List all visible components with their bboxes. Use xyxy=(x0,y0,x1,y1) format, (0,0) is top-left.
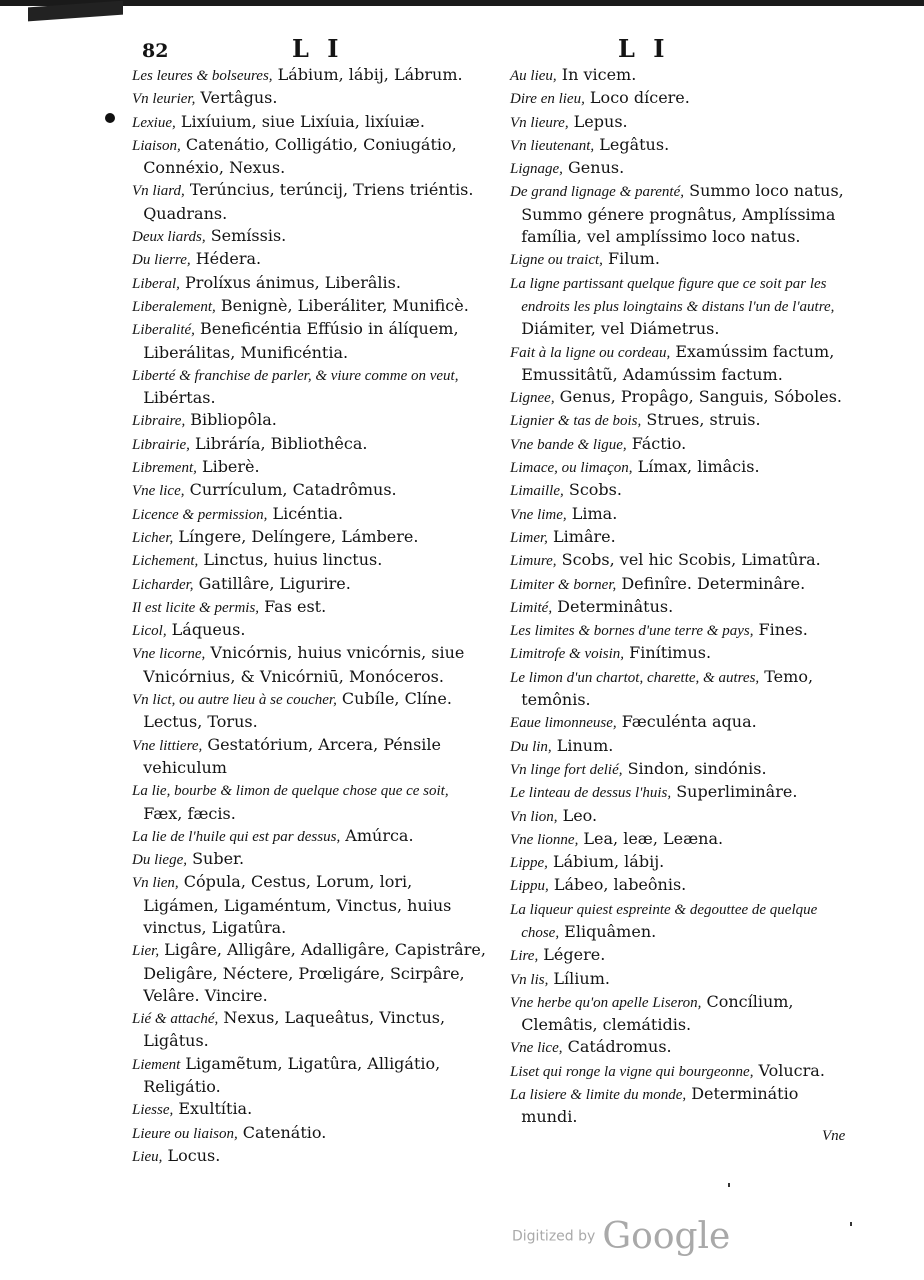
latin-translation: Fáctio. xyxy=(626,433,687,453)
french-headword: Lichement, xyxy=(132,553,199,570)
dictionary-entry xyxy=(510,1083,858,1129)
dictionary-entry xyxy=(510,735,858,758)
french-headword: Lignee, xyxy=(510,390,555,407)
dictionary-entry xyxy=(510,666,858,712)
french-headword: Limure, xyxy=(510,553,557,570)
french-headword: Licol, xyxy=(132,623,167,640)
dictionary-entry xyxy=(132,688,492,734)
page-number: 82 xyxy=(142,40,169,62)
latin-translation: Fæculénta aqua. xyxy=(616,712,757,732)
latin-translation: Finítimus. xyxy=(624,643,712,663)
dictionary-entry xyxy=(510,619,858,642)
dictionary-entry xyxy=(510,1060,858,1083)
top-rule xyxy=(0,0,924,12)
french-headword: Limitrofe & voisin, xyxy=(510,646,625,663)
french-headword: Lexiue, xyxy=(132,114,176,131)
french-headword: Vne licorne, xyxy=(132,646,206,663)
french-headword: Liberalement, xyxy=(132,298,216,315)
latin-translation: Legâtus. xyxy=(594,134,670,154)
french-headword: Limiter & borner, xyxy=(510,576,617,593)
dictionary-entry xyxy=(510,596,858,619)
french-headword: Librairie, xyxy=(132,436,190,453)
latin-translation: Prolíxus ánimus, Liberâlis. xyxy=(179,272,401,292)
french-headword: Dire en lieu, xyxy=(510,91,585,108)
french-headword: Vne bande & ligue, xyxy=(510,436,627,453)
french-headword: Liement xyxy=(132,1056,181,1073)
dictionary-entry xyxy=(510,248,858,271)
dictionary-entry xyxy=(132,225,492,248)
french-headword: Vn lion, xyxy=(510,808,558,825)
latin-translation: Cubíle, Clíne. Lectus, Torus. xyxy=(143,689,452,732)
latin-translation: Linum. xyxy=(551,735,614,755)
dictionary-entry xyxy=(132,734,492,780)
dictionary-entry xyxy=(132,573,492,596)
latin-translation: Nexus, Laqueâtus, Vinctus, Ligâtus. xyxy=(143,1008,446,1051)
latin-translation: Catádromus. xyxy=(562,1037,672,1057)
latin-translation: Libráría, Bibliothêca. xyxy=(189,433,368,453)
latin-translation: Lábeo, labeônis. xyxy=(548,875,687,895)
dictionary-entry xyxy=(510,805,858,828)
latin-translation: Superliminâre. xyxy=(671,782,798,802)
french-headword: Fait à la ligne ou cordeau, xyxy=(510,344,671,361)
dictionary-entry xyxy=(510,272,858,341)
latin-translation: Linctus, huius linctus. xyxy=(198,550,383,570)
dictionary-entry xyxy=(132,596,492,619)
catchword: Vne xyxy=(822,1128,846,1144)
french-headword: Licher, xyxy=(132,529,174,546)
latin-translation: Filum. xyxy=(602,249,660,269)
latin-translation: Diámiter, vel Diámetrus. xyxy=(521,319,720,339)
dictionary-entry xyxy=(132,526,492,549)
running-head-right: L I xyxy=(618,34,670,63)
dictionary-entry xyxy=(132,1145,492,1168)
french-headword: La lisiere & limite du monde, xyxy=(510,1087,687,1104)
latin-translation: Vnicórnis, huius vnicórnis, siue Vnicórnius, & Vnicórniū, Monóceros. xyxy=(143,643,465,686)
latin-translation: Concílium, Clemâtis, clemátidis. xyxy=(521,991,794,1035)
dictionary-entry xyxy=(510,157,858,180)
dictionary-entry xyxy=(132,619,492,642)
stray-mark xyxy=(850,1222,852,1226)
latin-translation: Libértas. xyxy=(143,388,216,408)
right-column xyxy=(510,64,858,1129)
french-headword: Limer, xyxy=(510,529,548,546)
dictionary-entry xyxy=(132,179,492,225)
latin-translation: Fæx, fæcis. xyxy=(143,803,236,823)
french-headword: Vn linge fort delié, xyxy=(510,761,623,778)
dictionary-entry xyxy=(510,851,858,874)
french-headword: Lier, xyxy=(132,943,160,960)
dictionary-entry xyxy=(132,295,492,318)
dictionary-entry xyxy=(132,848,492,871)
latin-translation: Língere, Delíngere, Lámbere. xyxy=(173,526,419,546)
latin-translation: Lábium, lábij. xyxy=(547,852,665,872)
dictionary-entry xyxy=(132,503,492,526)
dictionary-entry xyxy=(510,711,858,734)
french-headword: Liberté & franchise de parler, & viure comme on veut, xyxy=(132,367,459,384)
running-head-left: L I xyxy=(292,34,344,63)
latin-translation: Locus. xyxy=(162,1145,221,1165)
french-headword: Limité, xyxy=(510,599,553,616)
french-headword: Il est licite & permis, xyxy=(132,599,260,616)
latin-translation: Currículum, Catadrômus. xyxy=(184,480,397,500)
latin-translation: Determinátio mundi. xyxy=(521,1084,799,1127)
dictionary-entry xyxy=(510,968,858,991)
french-headword: Lire, xyxy=(510,948,539,965)
dictionary-entry xyxy=(132,1098,492,1121)
dictionary-entry xyxy=(510,944,858,967)
french-headword: Lignage, xyxy=(510,161,563,178)
dictionary-entry xyxy=(510,87,858,110)
french-headword: Lippe, xyxy=(510,855,548,872)
dictionary-entry xyxy=(132,64,492,87)
dictionary-entry xyxy=(510,898,858,945)
latin-translation: Exultítia. xyxy=(173,1099,253,1119)
dictionary-entry xyxy=(132,779,492,825)
dictionary-entry xyxy=(510,456,858,479)
dictionary-entry xyxy=(510,642,858,665)
latin-translation: Beneficéntia Effúsio in álíquem, Liberálitas, Munificéntia. xyxy=(143,319,459,362)
dictionary-entry xyxy=(132,825,492,848)
dictionary-entry xyxy=(510,111,858,134)
dictionary-entry xyxy=(132,456,492,479)
dictionary-entry xyxy=(132,1007,492,1053)
french-headword: Du liege, xyxy=(132,852,187,869)
latin-translation: Leo. xyxy=(557,805,598,825)
latin-translation: Loco dícere. xyxy=(584,88,690,108)
dictionary-entry xyxy=(510,433,858,456)
latin-translation: Scobs, vel hic Scobis, Limatûra. xyxy=(556,550,821,570)
french-headword: Vn lien, xyxy=(132,875,179,892)
stray-mark xyxy=(728,1183,730,1187)
french-headword: Liesse, xyxy=(132,1102,174,1119)
latin-translation: Volucra. xyxy=(753,1060,825,1080)
french-headword: Ligne ou traict, xyxy=(510,252,603,269)
dictionary-entry xyxy=(132,549,492,572)
french-headword: La lie de l'huile qui est par dessus, xyxy=(132,828,341,845)
latin-translation: Definîre. Determinâre. xyxy=(616,573,806,593)
french-headword: Vn leurier, xyxy=(132,91,196,108)
dictionary-entry xyxy=(510,341,858,387)
dictionary-entry xyxy=(510,1036,858,1059)
latin-translation: Lixíuium, siue Lixíuia, lixíuiæ. xyxy=(175,111,425,131)
french-headword: Deux liards, xyxy=(132,229,206,246)
dictionary-entry xyxy=(510,64,858,87)
french-headword: Librement, xyxy=(132,460,197,477)
latin-translation: Hédera. xyxy=(190,249,262,269)
french-headword: Limaille, xyxy=(510,483,564,500)
french-headword: Vne lime, xyxy=(510,506,567,523)
dictionary-entry xyxy=(132,871,492,939)
french-headword: La liqueur quiest espreinte & degouttee de quelque chose, xyxy=(510,901,818,941)
dictionary-entry xyxy=(132,433,492,456)
latin-translation: Strues, struis. xyxy=(641,410,761,430)
latin-translation: Lábium, lábij, Lábrum. xyxy=(272,65,463,84)
latin-translation: Lepus. xyxy=(568,111,628,131)
french-headword: Les limites & bornes d'une terre & pays, xyxy=(510,623,754,640)
french-headword: Lippu, xyxy=(510,878,549,895)
dictionary-entry xyxy=(510,503,858,526)
latin-translation: Légere. xyxy=(538,945,606,965)
dictionary-entry xyxy=(132,642,492,688)
dictionary-entry xyxy=(510,134,858,157)
dictionary-entry xyxy=(510,758,858,781)
left-column xyxy=(132,64,492,1168)
latin-translation: Ligâre, Alligâre, Adalligâre, Capistrâre, Deligâre, Néctere, Prœligáre, Scirpâre, Velâre. Vincire. xyxy=(143,940,486,1005)
latin-translation: Sindon, sindónis. xyxy=(622,758,767,778)
dictionary-entry xyxy=(132,409,492,432)
latin-translation: Temo, temônis. xyxy=(521,666,814,710)
french-headword: Lieure ou liaison, xyxy=(132,1125,238,1142)
dictionary-entry xyxy=(510,549,858,572)
latin-translation: Límax, limâcis. xyxy=(632,457,760,477)
watermark-label: Digitized by xyxy=(512,1228,596,1245)
margin-dot xyxy=(105,113,115,123)
latin-translation: Láqueus. xyxy=(166,620,246,640)
dictionary-entry xyxy=(132,479,492,502)
dictionary-entry xyxy=(510,874,858,897)
dictionary-entry xyxy=(510,409,858,432)
latin-translation: Catenátio. xyxy=(237,1122,327,1142)
french-headword: Vne littiere, xyxy=(132,737,203,754)
french-headword: La ligne partissant quelque figure que ce soit par les endroits les plus loingtains & distans l'un de l'autre, xyxy=(510,275,835,315)
french-headword: Vn liard, xyxy=(132,183,185,200)
dictionary-entry xyxy=(132,111,492,134)
french-headword: Limace, ou limaçon, xyxy=(510,460,633,477)
french-headword: Vne lice, xyxy=(132,483,185,500)
french-headword: De grand lignage & parenté, xyxy=(510,184,685,201)
latin-translation: Lea, leæ, Leæna. xyxy=(578,828,724,848)
latin-translation: Terúncius, terúncij, Triens triéntis. Quadrans. xyxy=(143,180,474,223)
dictionary-entry xyxy=(510,479,858,502)
french-headword: Lignier & tas de bois, xyxy=(510,413,642,430)
latin-translation: Benignè, Liberáliter, Munificè. xyxy=(215,295,469,315)
french-headword: Du lin, xyxy=(510,738,552,755)
french-headword: Licharder, xyxy=(132,576,194,593)
latin-translation: Cópula, Cestus, Lorum, lori, Ligámen, Ligaméntum, Vinctus, huius vinctus, Ligatûra. xyxy=(143,872,452,937)
french-headword: Au lieu, xyxy=(510,68,557,84)
digitized-watermark xyxy=(512,1216,730,1257)
latin-translation: Determinâtus. xyxy=(552,596,674,616)
latin-translation: Genus, Propâgo, Sanguis, Sóboles. xyxy=(554,387,842,407)
dictionary-entry xyxy=(132,272,492,295)
dictionary-entry xyxy=(132,1122,492,1145)
french-headword: Vne lice, xyxy=(510,1040,563,1057)
latin-translation: Fines. xyxy=(753,620,808,640)
dictionary-entry xyxy=(510,781,858,804)
dictionary-entry xyxy=(510,828,858,851)
latin-translation: Semíssis. xyxy=(205,226,287,246)
dictionary-entry xyxy=(132,87,492,110)
french-headword: Liberalité, xyxy=(132,322,195,339)
dictionary-entry xyxy=(510,526,858,549)
google-logo: Google xyxy=(602,1216,731,1257)
french-headword: Liberal, xyxy=(132,275,180,292)
latin-translation: Gestatórium, Arcera, Pénsile vehiculum xyxy=(143,734,441,777)
dictionary-entry xyxy=(510,180,858,248)
dictionary-entry xyxy=(510,573,858,596)
latin-translation: Suber. xyxy=(186,849,245,869)
latin-translation: Examússim factum, Emussitâtũ, Adamússim factum. xyxy=(521,341,835,384)
french-headword: Du lierre, xyxy=(132,252,191,269)
dictionary-entry xyxy=(132,364,492,410)
latin-translation: Ligamẽtum, Ligatûra, Alligátio, Religátio. xyxy=(143,1053,441,1097)
french-headword: Liset qui ronge la vigne qui bourgeonne, xyxy=(510,1063,754,1080)
french-headword: Vne lionne, xyxy=(510,831,579,848)
dictionary-entry xyxy=(132,939,492,1007)
french-headword: Le limon d'un chartot, charette, & autres, xyxy=(510,669,760,686)
dictionary-entry xyxy=(510,386,858,409)
dictionary-entry xyxy=(132,248,492,271)
latin-translation: Vertâgus. xyxy=(195,88,278,108)
latin-translation: Bibliopôla. xyxy=(185,410,277,430)
latin-translation: Genus. xyxy=(562,158,625,178)
french-headword: Liaison, xyxy=(132,137,181,154)
french-headword: Vne herbe qu'on apelle Liseron, xyxy=(510,994,702,1011)
dictionary-entry xyxy=(132,134,492,180)
latin-translation: In vicem. xyxy=(556,65,637,84)
latin-translation: Eliquâmen. xyxy=(559,921,657,941)
dictionary-entry xyxy=(132,1053,492,1099)
french-headword: Vn lieure, xyxy=(510,114,569,131)
dictionary-entry xyxy=(132,318,492,364)
french-headword: Lieu, xyxy=(132,1148,163,1165)
latin-translation: Gatillâre, Ligurire. xyxy=(193,573,351,593)
latin-translation: Liberè. xyxy=(196,457,260,477)
latin-translation: Lima. xyxy=(566,503,618,523)
french-headword: Vn lis, xyxy=(510,971,549,988)
latin-translation: Fas est. xyxy=(259,596,327,616)
latin-translation: Catenátio, Colligátio, Coniugátio, Connéxio, Nexus. xyxy=(143,134,457,178)
french-headword: Le linteau de dessus l'huis, xyxy=(510,785,672,802)
french-headword: Libraire, xyxy=(132,413,186,430)
latin-translation: Amúrca. xyxy=(340,825,414,845)
french-headword: Licence & permission, xyxy=(132,506,268,523)
french-headword: Les leures & bolseures, xyxy=(132,68,273,84)
latin-translation: Limâre. xyxy=(547,526,616,546)
latin-translation: Summo loco natus, Summo génere prognâtus, Amplíssima família, vel amplíssimo loco natus. xyxy=(521,181,844,247)
french-headword: Lié & attaché, xyxy=(132,1011,219,1028)
latin-translation: Scobs. xyxy=(563,480,622,500)
dictionary-entry xyxy=(510,991,858,1037)
french-headword: Eaue limonneuse, xyxy=(510,715,617,732)
french-headword: Vn lict, ou autre lieu à se coucher, xyxy=(132,692,337,709)
french-headword: La lie, bourbe & limon de quelque chose que ce soit, xyxy=(132,783,449,800)
french-headword: Vn lieutenant, xyxy=(510,137,595,154)
latin-translation: Lílium. xyxy=(548,968,610,988)
latin-translation: Licéntia. xyxy=(267,503,344,523)
